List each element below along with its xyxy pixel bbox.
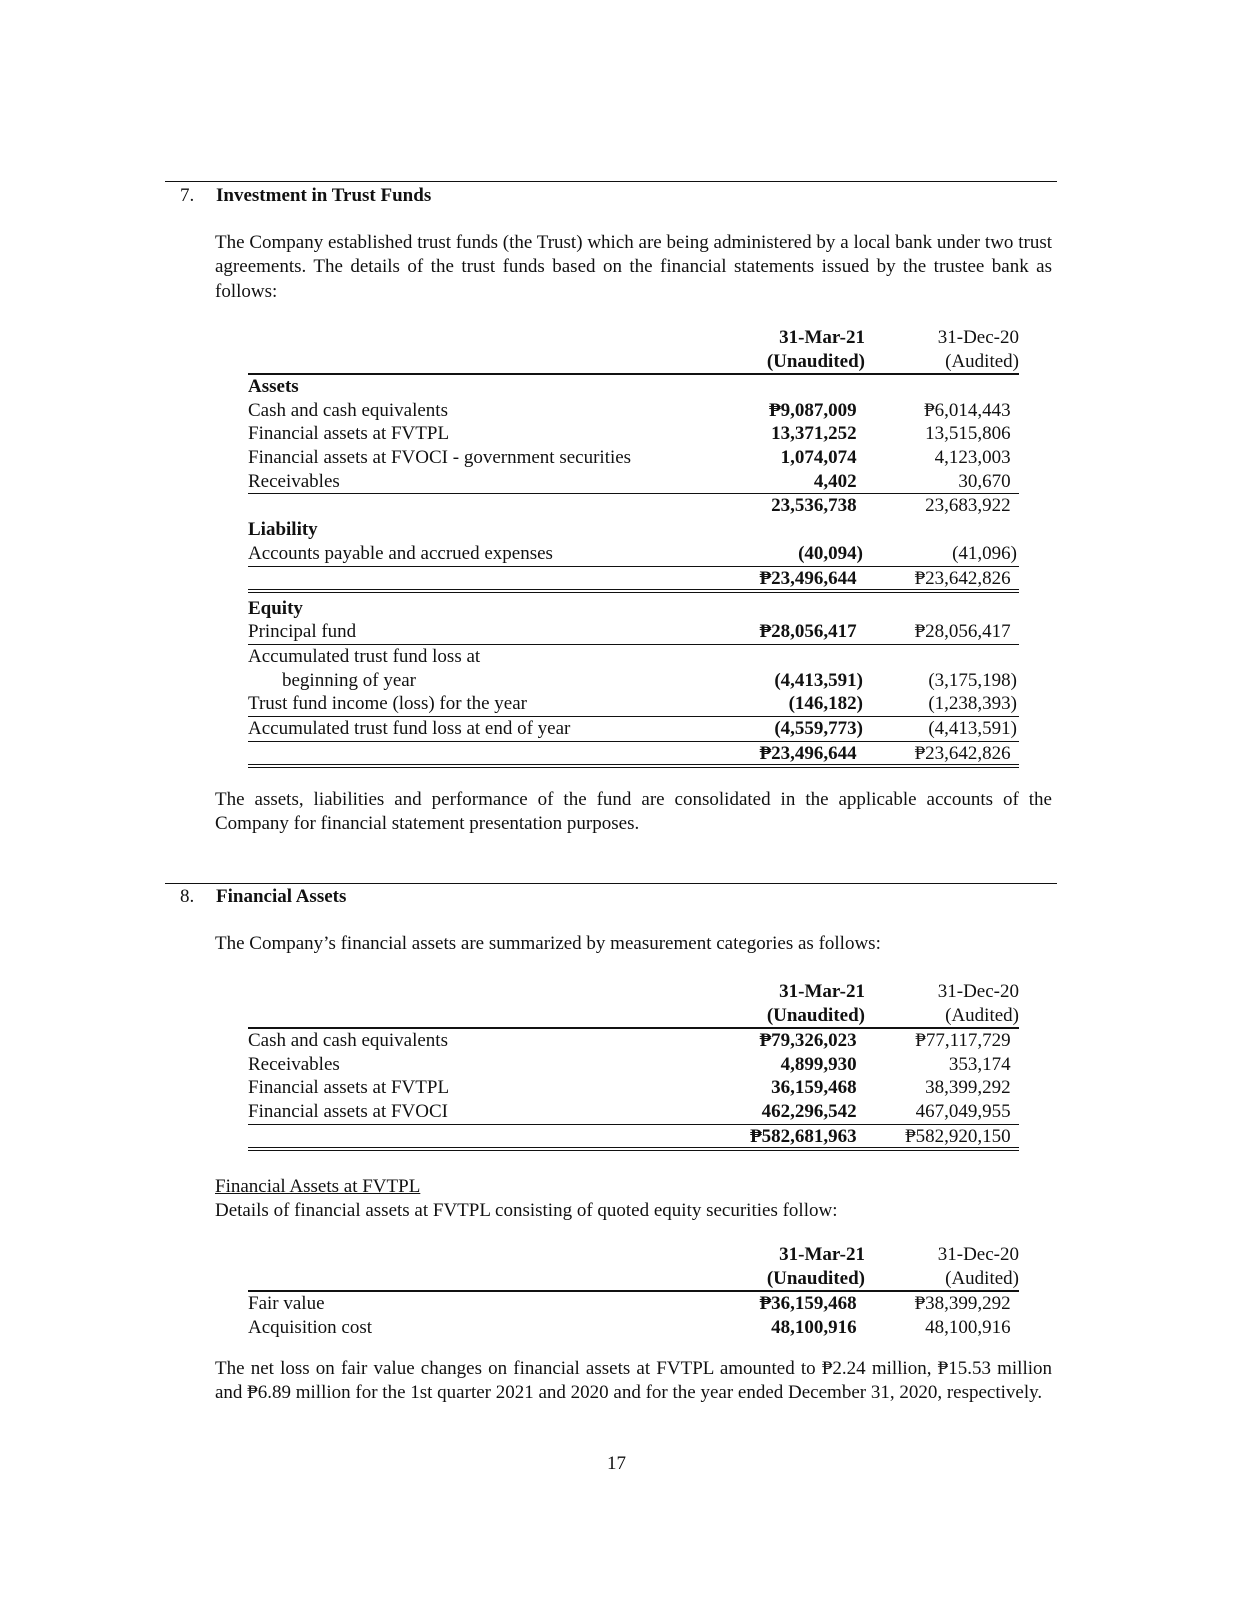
value-mar-21: ₱23,496,644	[759, 567, 857, 589]
total-row	[248, 1125, 1019, 1151]
section-number: 7.	[180, 185, 195, 206]
column-status: (Audited)	[945, 350, 1019, 372]
value-dec-20: 23,683,922	[925, 495, 1011, 517]
row-label: Liability	[248, 519, 318, 541]
row-label: Financial assets at FVTPL	[248, 1077, 450, 1099]
value-mar-21: ₱79,326,023	[759, 1030, 857, 1051]
table-row	[248, 375, 1019, 399]
fvtpl-intro: Details of financial assets at FVTPL consisting of quoted equity securities follow:	[215, 1200, 838, 1221]
financial-assets-table	[248, 980, 1019, 1155]
row-label: Financial assets at FVOCI - government securities	[248, 447, 632, 469]
column-date: 31-Mar-21	[779, 981, 865, 1002]
value-mar-21: ₱28,056,417	[759, 621, 857, 643]
value-mar-21: (40,094)	[798, 542, 863, 564]
table-row	[248, 422, 1019, 446]
value-dec-20: ₱6,014,443	[924, 399, 1011, 421]
value-dec-20: ₱23,642,826	[914, 567, 1011, 589]
row-label: Assets	[248, 376, 299, 397]
value-mar-21: 4,899,930	[780, 1053, 857, 1075]
value-dec-20: ₱38,399,292	[914, 1293, 1011, 1314]
value-dec-20: (1,238,393)	[928, 693, 1017, 715]
row-label: Acquisition cost	[248, 1316, 373, 1338]
section-8-rule	[165, 883, 1057, 884]
table-row	[248, 597, 1019, 621]
row-label: Accumulated trust fund loss at	[248, 645, 481, 667]
value-mar-21: ₱36,159,468	[759, 1293, 857, 1314]
table-row	[248, 692, 1019, 717]
section-7-closing: The assets, liabilities and performance of the fund are consolidated in the applicable accounts of the Company for financial statement presentation purposes.	[215, 789, 1052, 835]
column-date: 31-Mar-21	[779, 327, 865, 348]
row-label: Financial assets at FVOCI	[248, 1101, 449, 1123]
fvtpl-table	[248, 1243, 1019, 1339]
value-dec-20: 467,049,955	[915, 1101, 1011, 1123]
column-header-dec-20	[819, 980, 1019, 1027]
row-label: Receivables	[248, 470, 340, 492]
page-number: 17	[607, 1453, 626, 1474]
column-status: (Unaudited)	[766, 1004, 865, 1026]
table-row	[248, 542, 1019, 567]
total-row	[248, 742, 1019, 768]
row-label: Cash and cash equivalents	[248, 399, 448, 421]
column-date: 31-Dec-20	[937, 327, 1019, 348]
value-mar-21: ₱23,496,644	[759, 742, 857, 764]
section-title: Financial Assets	[216, 886, 347, 907]
value-dec-20: (41,096)	[952, 542, 1017, 564]
table-row	[248, 518, 1019, 542]
value-dec-20: 48,100,916	[925, 1316, 1011, 1338]
value-dec-20: (3,175,198)	[928, 669, 1017, 691]
value-dec-20: 13,515,806	[925, 423, 1011, 445]
value-mar-21: ₱9,087,009	[769, 399, 857, 421]
value-mar-21: 48,100,916	[771, 1316, 857, 1338]
section-title: Investment in Trust Funds	[216, 185, 432, 206]
value-dec-20: 38,399,292	[925, 1077, 1011, 1099]
value-dec-20: ₱28,056,417	[914, 621, 1011, 643]
section-8-closing: The net loss on fair value changes on financial assets at FVTPL amounted to ₱2.24 million, ₱15.53 million and ₱6.89 million for the 1st quarter 2021 and 2020 and for the year ended December 31, 2020, respectively.	[215, 1358, 1052, 1404]
row-label: Accumulated trust fund loss at end of year	[248, 717, 571, 739]
column-status: (Audited)	[945, 1267, 1019, 1289]
value-dec-20: ₱582,920,150	[905, 1125, 1011, 1147]
column-status: (Unaudited)	[766, 1267, 865, 1289]
table-row	[248, 1053, 1019, 1077]
row-label: Trust fund income (loss) for the year	[248, 693, 527, 715]
value-mar-21: (4,413,591)	[774, 669, 863, 691]
value-dec-20: ₱23,642,826	[914, 742, 1011, 764]
table-header	[248, 1243, 1019, 1292]
value-mar-21: 462,296,542	[761, 1101, 857, 1123]
total-row	[248, 567, 1019, 593]
column-header-dec-20	[819, 1243, 1019, 1290]
row-label: Accounts payable and accrued expenses	[248, 542, 553, 564]
value-mar-21: 13,371,252	[771, 423, 857, 445]
section-7-intro: The Company established trust funds (the Trust) which are being administered by a local bank under two trust agreements. The details of the trust funds based on the financial statements issued by the trustee bank as follows:	[215, 232, 1052, 302]
row-label: Receivables	[248, 1053, 340, 1075]
total-row	[248, 494, 1019, 518]
value-mar-21: ₱582,681,963	[750, 1125, 857, 1147]
table-row	[248, 717, 1019, 742]
value-dec-20: ₱77,117,729	[915, 1030, 1011, 1051]
row-label: Fair value	[248, 1293, 325, 1314]
row-label: Principal fund	[248, 621, 357, 643]
table-row	[248, 399, 1019, 423]
table-row	[248, 1076, 1019, 1100]
table-row	[248, 446, 1019, 470]
row-label: beginning of year	[282, 669, 417, 691]
table-row	[248, 669, 1019, 693]
table-row	[248, 1316, 1019, 1340]
table-row	[248, 620, 1019, 645]
value-mar-21: 23,536,738	[771, 495, 857, 517]
fvtpl-subheading: Financial Assets at FVTPL	[215, 1176, 421, 1197]
section-8-intro: The Company’s financial assets are summarized by measurement categories as follows:	[215, 933, 881, 954]
column-date: 31-Dec-20	[937, 1244, 1019, 1265]
table-header	[248, 326, 1019, 375]
trust-funds-table	[248, 326, 1019, 772]
value-mar-21: 36,159,468	[771, 1077, 857, 1099]
value-mar-21: (4,559,773)	[774, 717, 863, 739]
column-status: (Unaudited)	[766, 350, 865, 372]
row-label: Cash and cash equivalents	[248, 1030, 448, 1051]
value-dec-20: 353,174	[948, 1053, 1011, 1075]
column-header-dec-20	[819, 326, 1019, 373]
value-dec-20: (4,413,591)	[928, 717, 1017, 739]
column-date: 31-Mar-21	[779, 1244, 865, 1265]
column-status: (Audited)	[945, 1004, 1019, 1026]
section-number: 8.	[180, 886, 195, 907]
row-label: Financial assets at FVTPL	[248, 423, 450, 445]
value-mar-21: (146,182)	[788, 693, 863, 715]
section-7-rule	[165, 181, 1057, 182]
table-row	[248, 1029, 1019, 1053]
value-dec-20: 4,123,003	[934, 447, 1011, 469]
value-mar-21: 4,402	[813, 470, 857, 492]
value-dec-20: 30,670	[958, 470, 1011, 492]
table-row	[248, 645, 1019, 669]
table-row	[248, 470, 1019, 495]
row-label: Equity	[248, 597, 303, 619]
value-mar-21: 1,074,074	[780, 447, 857, 469]
table-row	[248, 1100, 1019, 1125]
column-date: 31-Dec-20	[937, 981, 1019, 1002]
table-row	[248, 1292, 1019, 1316]
table-header	[248, 980, 1019, 1029]
